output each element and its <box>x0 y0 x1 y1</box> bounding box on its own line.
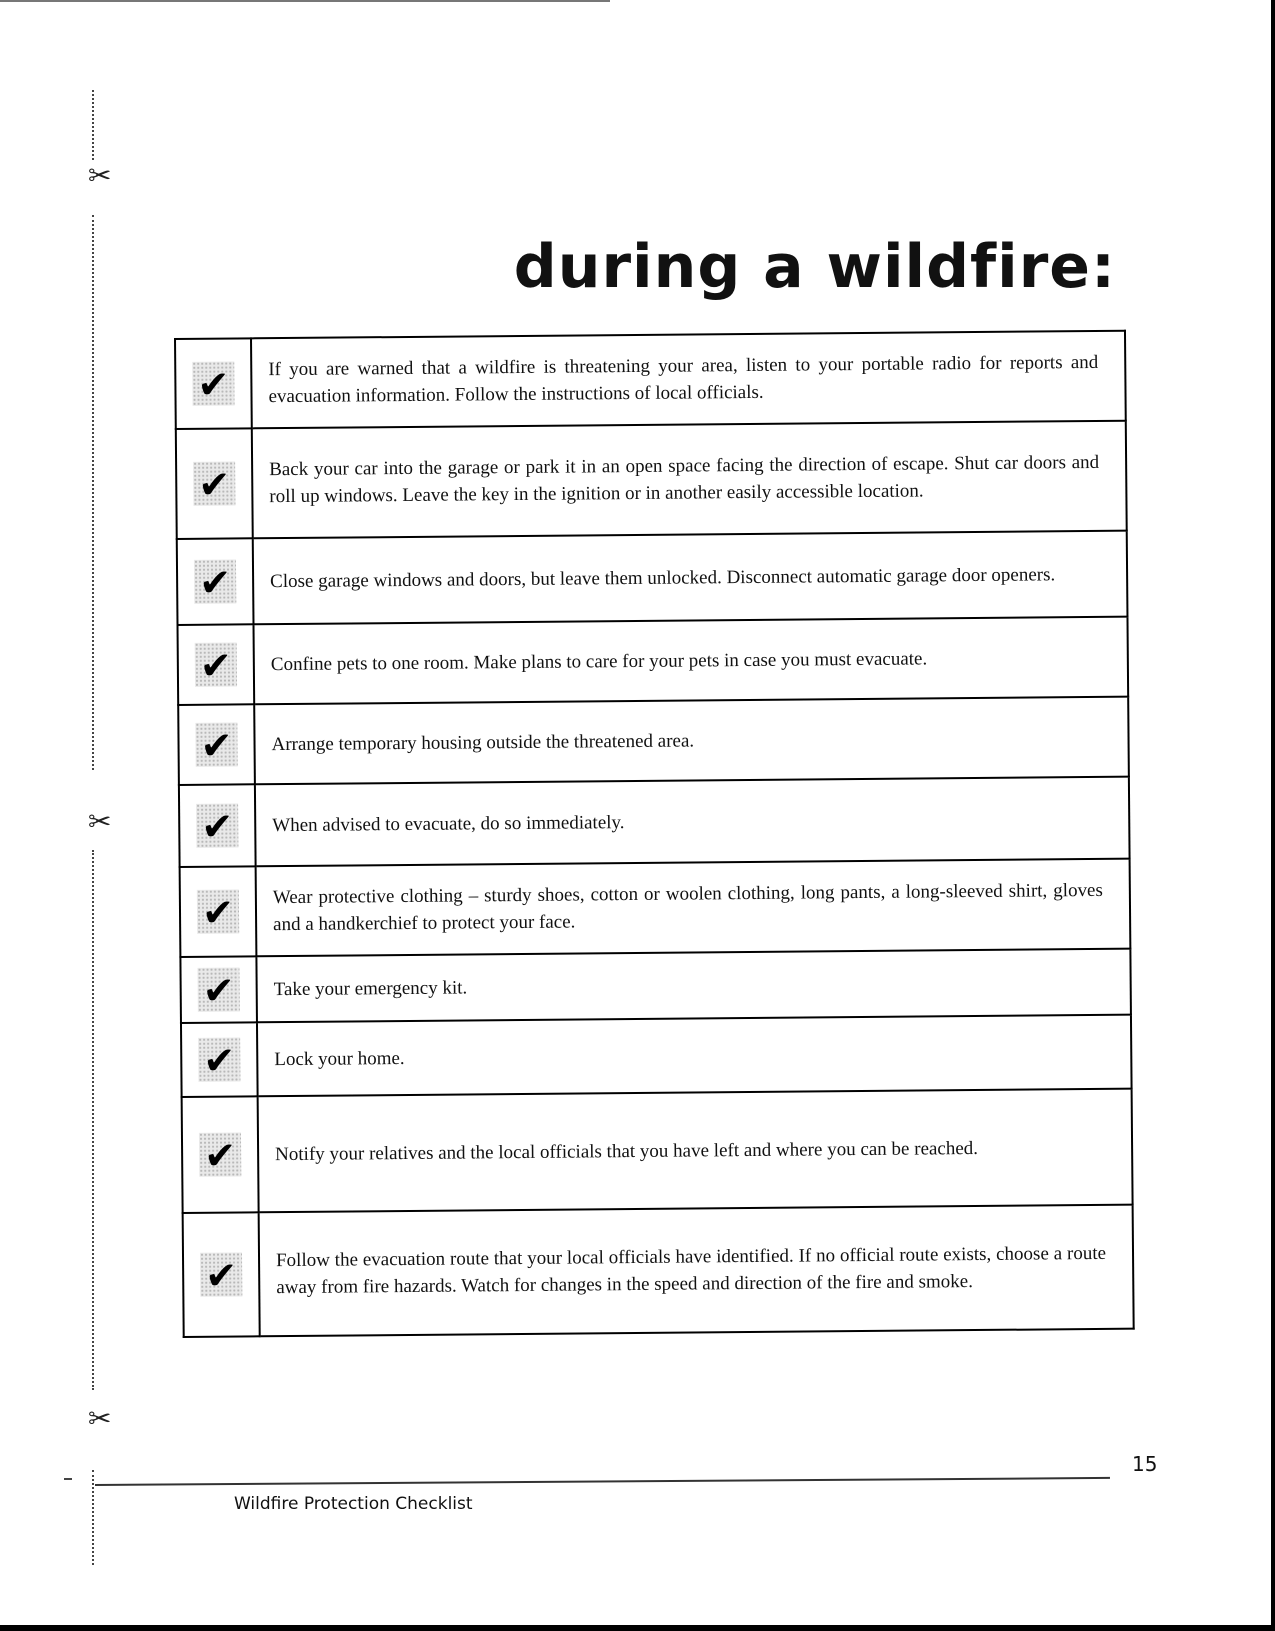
checklist-row <box>182 1089 1133 1213</box>
checkbox <box>195 722 237 766</box>
checklist-row <box>177 531 1128 625</box>
cut-line <box>92 1470 94 1565</box>
check-mark-icon: ✔ <box>205 1253 238 1298</box>
check-cell <box>178 704 255 785</box>
check-cell <box>180 866 257 957</box>
check-mark-icon: ✔ <box>198 462 231 507</box>
check-mark-icon: ✔ <box>197 362 230 407</box>
checklist-item-text: Follow the evacuation route that your local officials have identified. If no official route exists, choose a route away from fire hazards. Watch for changes in the speed and direction of the fire and smoke. <box>259 1205 1134 1337</box>
check-cell <box>175 338 252 429</box>
checklist-item-text: Close garage windows and doors, but leave them unlocked. Disconnect automatic garage door openers. <box>253 531 1128 625</box>
checkbox <box>194 559 236 603</box>
checklist-row <box>178 697 1129 785</box>
wildfire-checklist <box>174 330 1135 1338</box>
checkbox <box>195 642 237 686</box>
checklist-item-text: Notify your relatives and the local officials that you have left and where you can be reached. <box>258 1089 1133 1213</box>
page-number: 15 <box>1132 1452 1158 1476</box>
check-cell <box>176 428 253 539</box>
checklist-item-text: When advised to evacuate, do so immediately. <box>255 777 1130 867</box>
cut-line <box>92 850 94 1390</box>
footer-rule <box>95 1477 1110 1486</box>
footer-tick <box>64 1478 72 1480</box>
scissors-icon: ✂ <box>88 159 112 192</box>
checklist-row <box>179 777 1130 867</box>
check-cell <box>181 1022 258 1097</box>
scissors-icon: ✂ <box>88 805 112 838</box>
check-mark-icon: ✔ <box>201 890 235 935</box>
scissors-icon: ✂ <box>88 1402 112 1435</box>
checklist-row <box>175 331 1126 429</box>
check-cell <box>180 956 257 1023</box>
checklist-row <box>178 617 1129 705</box>
checkbox <box>198 1037 240 1081</box>
check-mark-icon: ✔ <box>204 1133 237 1178</box>
check-mark-icon: ✔ <box>199 643 232 688</box>
check-cell <box>177 538 254 625</box>
checkbox <box>193 461 235 505</box>
checkbox <box>197 889 239 933</box>
checklist-row <box>176 421 1127 539</box>
checkbox <box>197 967 239 1011</box>
check-cell <box>179 784 256 867</box>
checklist-row <box>181 1015 1132 1097</box>
cut-line <box>92 90 94 160</box>
check-mark-icon: ✔ <box>202 968 235 1013</box>
checklist-item-text: If you are warned that a wildfire is threatening your area, listen to your portable radio for reports and evacuation information. Follow the instructions of local officials. <box>251 331 1126 429</box>
checkbox <box>196 803 238 847</box>
page-title: during a wildfire: <box>513 232 1116 302</box>
checklist-item-text: Arrange temporary housing outside the threatened area. <box>254 697 1129 785</box>
checkbox <box>200 1252 242 1296</box>
checklist-item-text: Confine pets to one room. Make plans to care for your pets in case you must evacuate. <box>254 617 1129 705</box>
checklist-row <box>180 949 1131 1023</box>
check-cell <box>183 1212 260 1337</box>
check-cell <box>182 1096 259 1213</box>
checkbox <box>199 1132 241 1176</box>
top-rule <box>0 0 610 2</box>
check-cell <box>178 624 255 705</box>
check-mark-icon: ✔ <box>199 560 232 605</box>
checklist-row <box>183 1205 1134 1337</box>
checklist-item-text: Lock your home. <box>257 1015 1132 1097</box>
check-mark-icon: ✔ <box>201 804 234 849</box>
checklist-item-text: Take your emergency kit. <box>256 949 1131 1023</box>
checklist-row <box>180 859 1131 957</box>
cut-line <box>92 215 94 770</box>
checklist-item-text: Wear protective clothing – sturdy shoes, cotton or woolen clothing, long pants, a long-sleeved shirt, gloves and a handkerchief to protect your face. <box>256 859 1131 957</box>
publication-title: Wildfire Protection Checklist <box>234 1494 473 1514</box>
checkbox <box>192 361 234 405</box>
checklist-item-text: Back your car into the garage or park it in an open space facing the direction of escape. Shut car doors and roll up windows. Leave the key in the ignition or in another easily accessible location. <box>252 421 1127 539</box>
check-mark-icon: ✔ <box>200 723 233 768</box>
check-mark-icon: ✔ <box>203 1038 236 1083</box>
